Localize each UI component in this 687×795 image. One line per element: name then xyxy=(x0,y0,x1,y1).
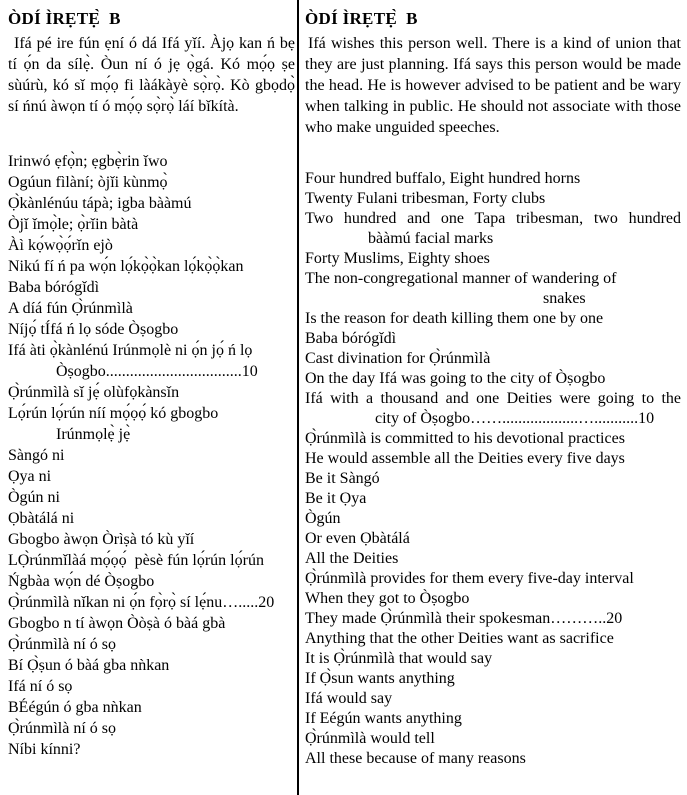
verse-line: Ifá would say xyxy=(305,690,393,707)
verse-line: Ifá with a thousand and one Deities were going to the xyxy=(305,390,681,407)
verse-line: Níjọ́ tÍfá ń lọ sóde Òṣogbo xyxy=(8,321,179,338)
verse-line: Àì kọ́wọ̀ọ́rǐn ejò xyxy=(8,237,113,254)
verse-line: Ògún ni xyxy=(8,489,60,506)
verse-line: Ọbàtálá ni xyxy=(8,510,75,527)
verse-line: Ọ̀rúnmìlà sǐ jẹ́ olùfọkànsǐn xyxy=(8,384,180,401)
verse-line: Is the reason for death killing them one by one xyxy=(305,310,604,327)
verse-line: Òjǐ ǐmọ̀le; ọ̀rǐin bàtà xyxy=(8,216,139,233)
verse-line: Ọ̀rúnmìlà would tell xyxy=(305,730,435,747)
verse-line: BÉégún ó gba nǹkan xyxy=(8,699,142,716)
verse-line: Sàngó ni xyxy=(8,447,65,464)
verse-line: Nikú fí ń pa wọ́n lọ́kọ̀ọ̀kan lọ́kọ̀ọ̀kan xyxy=(8,258,244,275)
verse-line: Gbogbo n tí àwọn Òòṣà ó bàá gbà xyxy=(8,615,226,632)
verse-line: Ogúun fìlàní; òjǐi kùnmọ̀ xyxy=(8,174,168,191)
verse-line: He would assemble all the Deities every five days xyxy=(305,450,625,467)
column-divider-rule xyxy=(297,0,299,795)
english-column xyxy=(305,6,681,769)
verse-line: Irinwó ẹfọ̀n; ẹgbẹ̀rin ǐwo xyxy=(8,153,168,170)
verse-line: Ifá ní ó sọ xyxy=(8,678,73,695)
verse-line: All these because of many reasons xyxy=(305,750,526,767)
verse-line: They made Ọ̀rúnmìlà their spokesman………..20 xyxy=(305,610,623,627)
verse-line: Cast divination for Ọ̀rúnmìlà xyxy=(305,350,491,367)
verse-line: On the day Ifá was going to the city of Òṣogbo xyxy=(305,370,606,387)
verse-line: Ọ̀rúnmìlà provides for them every five-day interval xyxy=(305,570,634,587)
english-verse-lines xyxy=(305,169,681,769)
verse-line: Ọ̀rúnmìlà is committed to his devotional practices xyxy=(305,430,625,447)
verse-line: Ọya ni xyxy=(8,468,52,485)
verse-line: Ọ̀rúnmìlà nǐkan ni ọ́n fọ̀rọ̀ sí lẹ́nu….....20 xyxy=(8,594,275,611)
verse-line: Baba bórógǐdì xyxy=(8,279,100,296)
verse-line: Ọ̀kànlénúu tápà; igba bààmú xyxy=(8,195,192,212)
verse-line: Irúnmọlẹ̀ jẹ̀ xyxy=(56,426,131,443)
verse-line: Ògún xyxy=(305,510,341,527)
verse-line: All the Deities xyxy=(305,550,399,567)
verse-line: Lọ́rún lọ́rún níí mọ́ọọ́ kó gbogbo xyxy=(8,405,219,422)
verse-line: Twenty Fulani tribesman, Forty clubs xyxy=(305,190,546,207)
verse-line: If Ọ̀sun wants anything xyxy=(305,670,455,687)
verse-line: Níbi kínni? xyxy=(8,741,81,758)
yoruba-intro-paragraph: Ifá pé ire fún ẹní ó dá Ifá yǐí. Àjọ kan ń bẹ tí ọ́n da sílẹ̀. Òun ní ó jẹ ọ̀gá. Kó mọ́ọ ṣe sùúrù, kó sǐ mọ́ọ fi làákàyè sọ̀rọ̀. Kò gbọdọ̀ sí ńnú àwọn tí ó mọ́ọ sọ̀rọ̀ láí bǐkítà. xyxy=(8,35,295,115)
verse-line: LỌ̀rúnmǐlàá mọ́ọọ́ pèsè fún lọ́rún lọ́rún xyxy=(8,552,264,569)
yoruba-column xyxy=(8,6,295,760)
verse-line: When they got to Òṣogbo xyxy=(305,590,470,607)
verse-line: Gbogbo àwọn Òrìṣà tó kù yǐí xyxy=(8,531,195,548)
yoruba-verse-lines xyxy=(8,151,295,760)
verse-line: Four hundred buffalo, Eight hundred horns xyxy=(305,170,581,187)
verse-line: If Eégún wants anything xyxy=(305,710,462,727)
verse-line: Ńgbàa wọ́n dé Òṣogbo xyxy=(8,573,155,590)
verse-line: Ọ̀rúnmìlà ní ó sọ xyxy=(8,636,116,653)
verse-line: Be it Ọya xyxy=(305,490,367,507)
yoruba-column-title: ÒDÍ ÌRẸTẸ̀ B xyxy=(8,9,121,28)
verse-line: Be it Sàngó xyxy=(305,470,380,487)
verse-line: Òṣogbo..................................10 xyxy=(56,363,258,380)
verse-line: Bí Ọ̀ṣun ó bàá gba nǹkan xyxy=(8,657,170,674)
verse-line: snakes xyxy=(543,290,586,307)
verse-line: Ọ̀rúnmìlà ní ó sọ xyxy=(8,720,116,737)
verse-line: Ifá àti ọ̀kànlénú Irúnmọlè ni ọ́n jọ́ ń lọ xyxy=(8,342,253,359)
verse-line: Anything that the other Deities want as sacrifice xyxy=(305,630,614,647)
verse-line: Two hundred and one Tapa tribesman, two hundred xyxy=(305,210,681,227)
english-column-title: ÒDÍ ÌRẸTẸ̀ B xyxy=(305,9,418,28)
verse-line: Baba bórógǐdì xyxy=(305,330,397,347)
verse-line: bààmú facial marks xyxy=(368,230,494,247)
verse-line: Or even Ọbàtálá xyxy=(305,530,410,547)
verse-line: city of Òṣogbo……...................…...........10 xyxy=(375,410,655,427)
verse-line: A díá fún Ọ̀rúnmìlà xyxy=(8,300,133,317)
english-intro-paragraph: Ifá wishes this person well. There is a kind of union that they are just planning. Ifá says this person would be made the head. He is however advised to be patient and be wary when talking in public. He should not associate with those who make unguided speeches. xyxy=(305,35,681,136)
verse-line: Forty Muslims, Eighty shoes xyxy=(305,250,490,267)
verse-line: The non-congregational manner of wandering of xyxy=(305,270,617,287)
verse-line: It is Ọ̀rúnmìlà that would say xyxy=(305,650,493,667)
